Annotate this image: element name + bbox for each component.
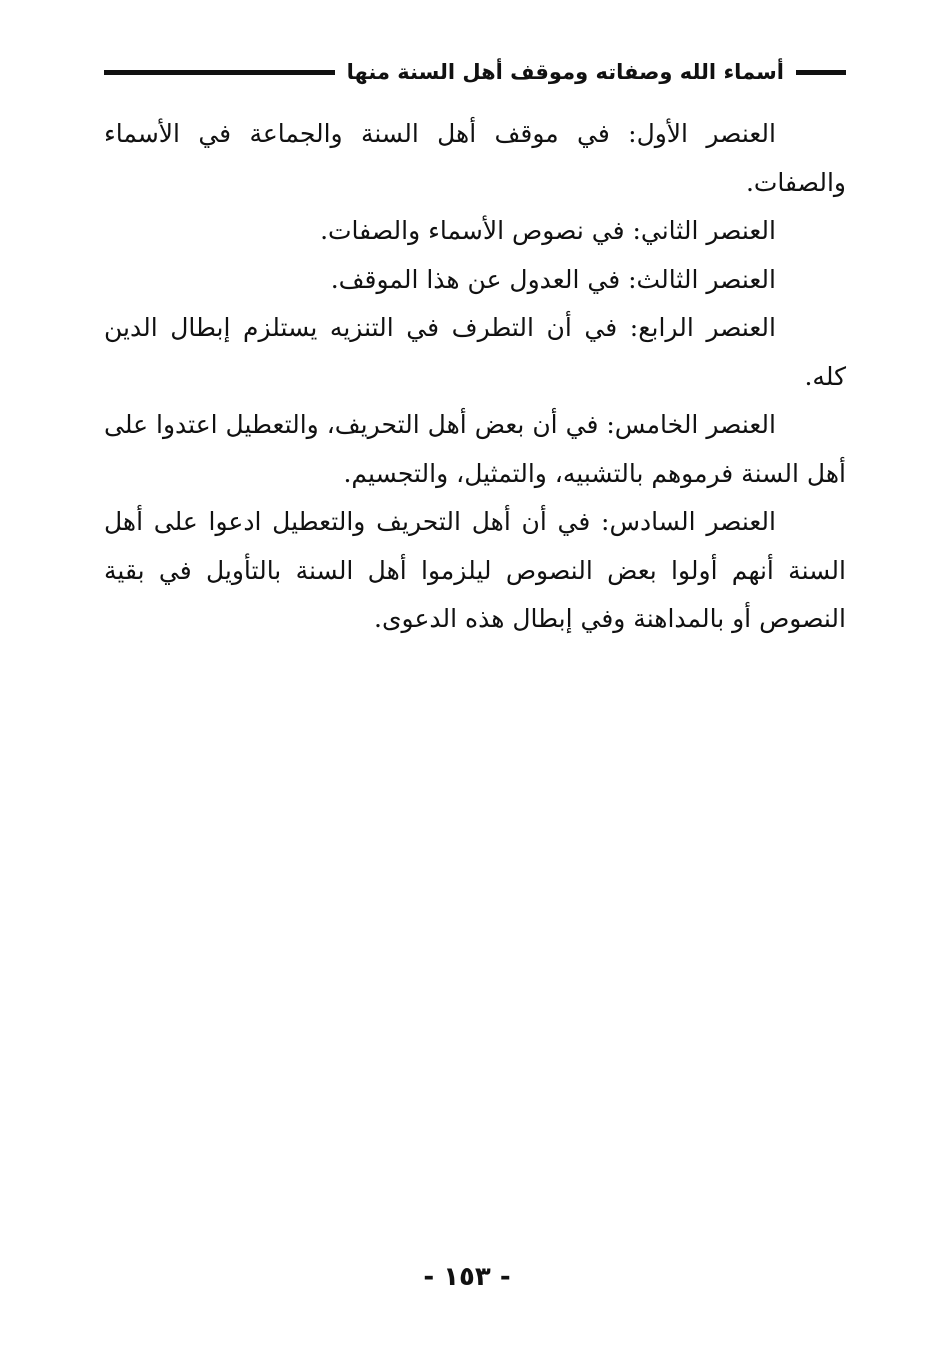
paragraph-element-2: العنصر الثاني: في نصوص الأسماء والصفات. (320, 216, 776, 245)
header-title: أسماء الله وصفاته وموقف أهل السنة منها (346, 60, 784, 84)
paragraph-element-1: العنصر الأول: في موقف أهل السنة والجماعة في الأسماء والصفات. (104, 119, 846, 197)
header-rule-right (796, 70, 846, 75)
page-number: - ١٥٣ - (423, 1262, 511, 1292)
paragraph-element-4: العنصر الرابع: في أن التطرف في التنزيه يستلزم إبطال الدين كله. (104, 313, 846, 391)
header-rule-left (104, 70, 335, 75)
paragraph-element-3: العنصر الثالث: في العدول عن هذا الموقف. (330, 264, 776, 294)
running-header (104, 52, 846, 92)
body-text (104, 110, 846, 644)
paragraph-element-6: العنصر السادس: في أن أهل التحريف والتعطيل ادعوا على أهل السنة أنهم أولوا بعض النصوص ليلزموا أهل السنة بالتأويل في بقية النصوص أو بالمداهنة وفي إبطال هذه الدعوى. (104, 507, 846, 633)
paragraph-element-5: العنصر الخامس: في أن بعض أهل التحريف، والتعطيل اعتدوا على أهل السنة فرموهم بالتشبيه، والتمثيل، والتجسيم. (104, 410, 846, 488)
